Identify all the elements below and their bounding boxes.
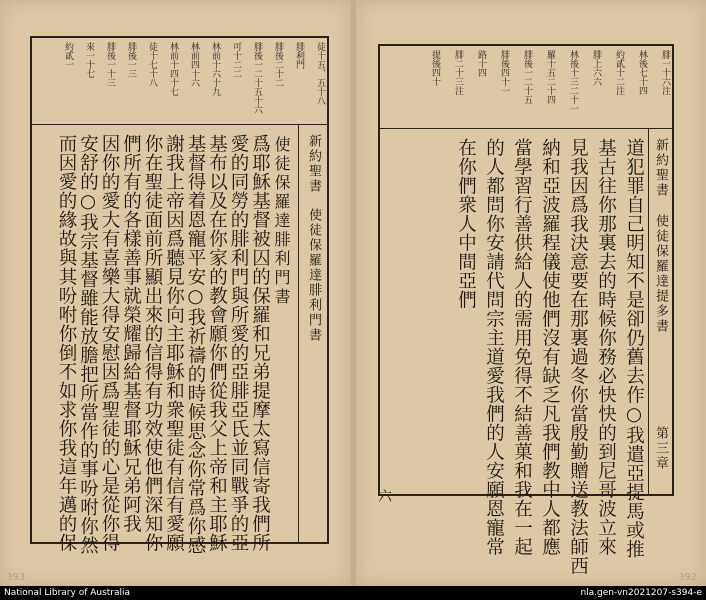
margin-note: 腓後一三	[126, 42, 136, 78]
left-page	[0, 0, 351, 586]
margin-note: 可十二二	[231, 42, 241, 78]
margin-note: 林後十三二十一	[568, 50, 578, 113]
right-page	[356, 0, 706, 586]
text-column: 謝我上帝因爲聽見你向主耶穌和衆聖徒有信有愛願	[163, 134, 185, 552]
book-title: 使徒保羅達腓利門書	[272, 136, 291, 307]
text-column: 在你們衆人中間亞們	[455, 138, 477, 309]
header-divider	[648, 128, 649, 494]
header-divider	[298, 124, 299, 542]
text-column: 愛的同勞的腓利門與所愛的亞腓亞氏並同戰爭的亞	[228, 134, 249, 552]
text-column: 納和亞波羅程儀使他們沒有缺乏凡我們教中人都應	[539, 138, 561, 556]
margin-note: 腓上六六	[591, 50, 601, 86]
margin-note: 路十四	[476, 50, 486, 77]
right-header-title: 使徒保羅達提多書	[653, 214, 668, 334]
text-column: 而因愛的緣故與其吩咐你倒不如求你我這年邁的保	[56, 134, 77, 552]
margin-note: 腓後一二十五十六	[252, 42, 262, 114]
margin-note: 腓後一十三	[105, 42, 115, 87]
page-number: 六	[378, 489, 392, 505]
margin-note: 徒十五、五十八	[315, 42, 325, 105]
text-column: 安舒的○我宗基督雖能放膽把所當作的事吩咐你然	[77, 134, 99, 555]
footer-bar	[0, 586, 706, 600]
margin-note: 林前十六十九	[210, 42, 220, 96]
pencil-page-mark: 392	[678, 572, 698, 583]
text-column: 當學習行善供給人的需用免得不結善菓和我在一起	[511, 138, 533, 556]
text-column: 們所有的各樣善事就榮耀歸給基督耶穌兄弟阿我	[120, 134, 142, 533]
left-page-frame	[30, 36, 329, 555]
text-column: 基布以及在你家的教會願你們從我父上帝和主耶穌	[206, 134, 228, 552]
text-column: 你在聖徒面前所顯出來的信得有功效使他們深知你	[142, 134, 163, 552]
right-header-book: 新約聖書	[653, 138, 668, 198]
margin-note: 約貳十二注	[614, 50, 624, 95]
text-column: 道犯罪自己明知不是卻仍舊去作○我遣亞提馬或推	[623, 138, 645, 559]
margin-note: 來一十七	[84, 42, 94, 78]
notes-divider	[380, 128, 672, 129]
chapter-label: 第三章	[653, 426, 668, 471]
text-column: 見我因爲我決意要在那裏過冬你當殷勤贈送教法師西	[567, 138, 589, 575]
margin-note: 腓後二十二	[273, 42, 283, 87]
notes-divider	[32, 124, 327, 125]
margin-note: 腓利門	[294, 42, 304, 69]
item-identifier: nla.gen-vn2021207-s394-e	[580, 588, 702, 598]
margin-note: 提後四十	[430, 50, 440, 86]
text-column: 爲耶穌基督被囚的保羅和兄弟提摩太寫信寄我們所	[249, 134, 271, 552]
text-column: 基督得着恩寵平安○我祈禱的時候思念你常爲你感	[185, 134, 206, 555]
margin-note: 腓二十三注	[453, 50, 463, 95]
margin-note: 林前四十六	[189, 42, 199, 87]
pencil-page-mark: 393	[6, 572, 26, 583]
margin-note: 林前十四十七	[168, 42, 178, 96]
right-page-frame	[378, 44, 674, 575]
text-column: 的人都問你安請代問宗主道愛我們的人安願恩寵常	[483, 138, 505, 556]
margin-note: 徒十七十八	[147, 42, 157, 87]
margin-note: 腓一十六注	[660, 50, 670, 95]
left-header-book: 新約聖書	[306, 134, 321, 194]
margin-note: 約貳一	[63, 42, 73, 69]
margin-note: 林後七十四	[637, 50, 647, 95]
left-header-title: 使徒保羅達腓利門書	[306, 208, 321, 343]
library-credit: National Library of Australia	[4, 588, 131, 598]
text-column: 基古往你那裏去的時候你務必快快的到尼哥波立來	[595, 138, 617, 556]
margin-note: 腓後四十一	[499, 50, 509, 95]
text-column: 因你的愛大有喜樂大得安慰因爲聖徒的心是從你得	[99, 134, 120, 552]
margin-note: 羅十五二十四	[545, 50, 555, 104]
margin-note: 腓後一二十五	[522, 50, 532, 104]
